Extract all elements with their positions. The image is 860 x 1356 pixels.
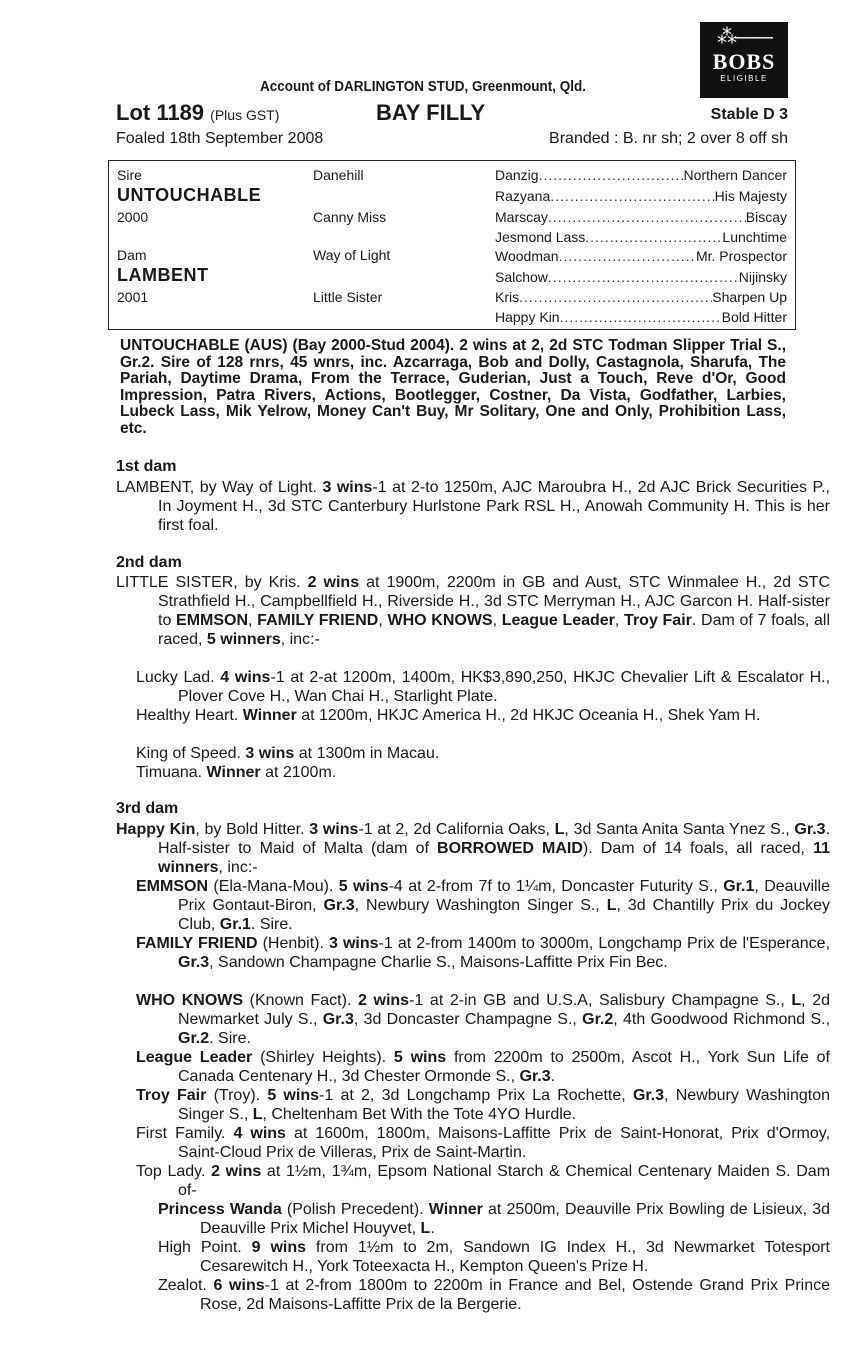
second-dam-text: LITTLE SISTER, by Kris. 2 wins at 1900m, 2200m in GB and Aust, STC Winmalee H., 2d STC Strathfield H., Campbellfield H., Riverside H., 3d STC Merryman H., AJC Garcon H. Half-sister to EMMSON, FAMILY FRIEND, WHO KNOWS, League Leader, Troy Fair. Dam of 7 foals, all raced, 5 winners, inc:- bbox=[116, 574, 831, 648]
pedigree-g2: Danehill bbox=[313, 167, 364, 183]
dam-label: Dam bbox=[117, 247, 147, 263]
logo-eligible: ELIGIBLE bbox=[720, 74, 768, 83]
second-dam-heading: 2nd dam bbox=[116, 554, 182, 571]
list-item: Top Lady. 2 wins at 1½m, 1¾m, Epsom National Starch & Chemical Centenary Maiden S. Dam of- bbox=[136, 1163, 831, 1199]
page-title: BAY FILLY bbox=[376, 100, 486, 125]
foaled-date: Foaled 18th September 2008 bbox=[116, 130, 324, 147]
dam-name: LAMBENT bbox=[117, 265, 209, 285]
g3-right: His Majesty bbox=[714, 188, 787, 204]
g3-right: Biscay bbox=[745, 209, 787, 225]
pedigree-g3-row bbox=[495, 289, 787, 305]
account-line: Account of DARLINGTON STUD, Greenmount, Qld. bbox=[260, 78, 587, 95]
list-item: King of Speed. 3 wins at 1300m in Macau. bbox=[136, 745, 440, 762]
sire-label: Sire bbox=[117, 167, 142, 183]
g3-right: Northern Dancer bbox=[683, 167, 787, 183]
g3-left: Danzig bbox=[495, 167, 539, 183]
sire-year: 2000 bbox=[117, 209, 149, 225]
sire-summary: UNTOUCHABLE (AUS) (Bay 2000-Stud 2004). 2 wins at 2, 2d STC Todman Slipper Trial S., Gr.2. Sire of 128 rnrs, 45 wnrs, inc. Azcarraga, Bob and Dolly, Castagnola, Sharufa, The Pariah, Daytime Drama, From the Terrace, Guderian, Just a Touch, Reve d'Or, Good Impression, Patra Rivers, Actions, Bootlegger, Costner, Da Vista, Godfather, Larbies, Lubeck Lass, Mik Yelrow, Money Can't Buy, Mr Solitary, One and Only, Prohibition Lass, etc. bbox=[120, 337, 786, 437]
plus-gst: (Plus GST) bbox=[210, 107, 280, 123]
lot-number bbox=[116, 100, 279, 126]
first-dam-text: LAMBENT, by Way of Light. 3 wins-1 at 2-to 1250m, AJC Maroubra H., 2d AJC Brick Securities P., In Joyment H., 3d STC Canterbury Hurlstone Park RSL H., Anowah Community H. This is her first foal. bbox=[116, 479, 830, 534]
list-item: EMMSON (Ela-Mana-Mou). 5 wins-4 at 2-from 7f to 1¼m, Doncaster Futurity S., Gr.1, Deauville Prix Gontaut-Biron, Gr.3, Newbury Washington Singer S., L, 3d Chantilly Prix du Jockey Club, Gr.1. Sire. bbox=[136, 878, 831, 933]
g3-left: Happy Kin bbox=[495, 309, 560, 325]
g3-left: Jesmond Lass bbox=[495, 229, 586, 245]
lot-label: Lot 1189 bbox=[116, 100, 205, 125]
pedigree-table bbox=[108, 160, 796, 330]
dam-year: 2001 bbox=[117, 289, 149, 305]
pedigree-g2: Little Sister bbox=[313, 289, 383, 305]
g3-right: Nijinsky bbox=[738, 269, 787, 285]
list-item: Princess Wanda (Polish Precedent). Winner at 2500m, Deauville Prix Bowling de Lisieux, 3d Deauville Prix Michel Houyvet, L. bbox=[158, 1201, 830, 1237]
horse-icon: ⁂―― bbox=[717, 26, 771, 48]
list-item: First Family. 4 wins at 1600m, 1800m, Maisons-Laffitte Prix de Saint-Honorat, Prix d'Ormoy, Saint-Cloud Prix de Villeras, Prix de Saint-Martin. bbox=[136, 1125, 831, 1161]
bobs-eligible-logo bbox=[700, 22, 788, 98]
pedigree-g3-row bbox=[495, 167, 787, 183]
g3-left: Razyana bbox=[495, 188, 551, 204]
g3-left: Woodman bbox=[495, 248, 559, 264]
third-dam-heading: 3rd dam bbox=[116, 800, 179, 817]
g3-left: Kris bbox=[495, 289, 520, 305]
list-item: Healthy Heart. Winner at 1200m, HKJC America H., 2d HKJC Oceania H., Shek Yam H. bbox=[136, 707, 761, 724]
list-item: FAMILY FRIEND (Henbit). 3 wins-1 at 2-from 1400m to 3000m, Longchamp Prix de l'Esperance, Gr.3, Sandown Champagne Charlie S., Maisons-Laffitte Prix Fin Bec. bbox=[136, 935, 831, 971]
g3-right: Mr. Prospector bbox=[695, 248, 787, 264]
pedigree-g3-row bbox=[495, 269, 787, 285]
list-item: Timuana. Winner at 2100m. bbox=[136, 764, 337, 781]
stable-label: Stable D 3 bbox=[710, 106, 788, 123]
list-item: Zealot. 6 wins-1 at 2-from 1800m to 2200m in France and Bel, Ostende Grand Prix Prince Rose, 2d Maisons-Laffitte Prix de la Bergerie. bbox=[158, 1277, 830, 1313]
branded-info: Branded : B. nr sh; 2 over 8 off sh bbox=[549, 130, 788, 147]
pedigree-g2: Canny Miss bbox=[313, 209, 387, 225]
pedigree-g3-row bbox=[495, 309, 787, 325]
list-item: WHO KNOWS (Known Fact). 2 wins-1 at 2-in GB and U.S.A, Salisbury Champagne S., L, 2d Newmarket July S., Gr.3, 3d Doncaster Champagne S., Gr.2, 4th Goodwood Richmond S., Gr.2. Sire. bbox=[136, 992, 831, 1047]
list-item: High Point. 9 wins from 1½m to 2m, Sandown IG Index H., 3d Newmarket Totesport Cesarewitch H., York Toteexacta H., Kempton Queen's Prize H. bbox=[158, 1239, 831, 1275]
list-item: Troy Fair (Troy). 5 wins-1 at 2, 3d Longchamp Prix La Rochette, Gr.3, Newbury Washington Singer S., L, Cheltenham Bet With the Tote 4YO Hurdle. bbox=[136, 1087, 830, 1123]
pedigree-g3-row bbox=[495, 209, 787, 225]
pedigree-g2: Way of Light bbox=[313, 247, 391, 263]
g3-left: Salchow bbox=[495, 269, 548, 285]
pedigree-g3-row bbox=[495, 229, 787, 245]
g3-right: Lunchtime bbox=[722, 229, 787, 245]
list-item: League Leader (Shirley Heights). 5 wins from 2200m to 2500m, Ascot H., York Sun Life of Canada Centenary H., 3d Chester Ormonde S., Gr.3. bbox=[136, 1049, 830, 1085]
pedigree-g3-row bbox=[495, 248, 787, 264]
g3-right: Bold Hitter bbox=[721, 309, 787, 325]
list-item: Lucky Lad. 4 wins-1 at 2-at 1200m, 1400m, HK$3,890,250, HKJC Chevalier Lift & Escalator H., Plover Cove H., Wan Chai H., Starlight Plate. bbox=[136, 669, 831, 705]
third-dam-text: Happy Kin, by Bold Hitter. 3 wins-1 at 2, 2d California Oaks, L, 3d Santa Anita Santa Ynez S., Gr.3. Half-sister to Maid of Malta (dam of BORROWED MAID). Dam of 14 foals, all raced, 11 winners, inc:- bbox=[116, 821, 831, 876]
sire-name: UNTOUCHABLE bbox=[117, 185, 262, 205]
pedigree-g3-row bbox=[495, 188, 787, 204]
g3-left: Marscay bbox=[495, 209, 548, 225]
first-dam-heading: 1st dam bbox=[116, 458, 177, 475]
logo-bobs: BOBS bbox=[712, 49, 776, 74]
g3-right: Sharpen Up bbox=[712, 289, 787, 305]
